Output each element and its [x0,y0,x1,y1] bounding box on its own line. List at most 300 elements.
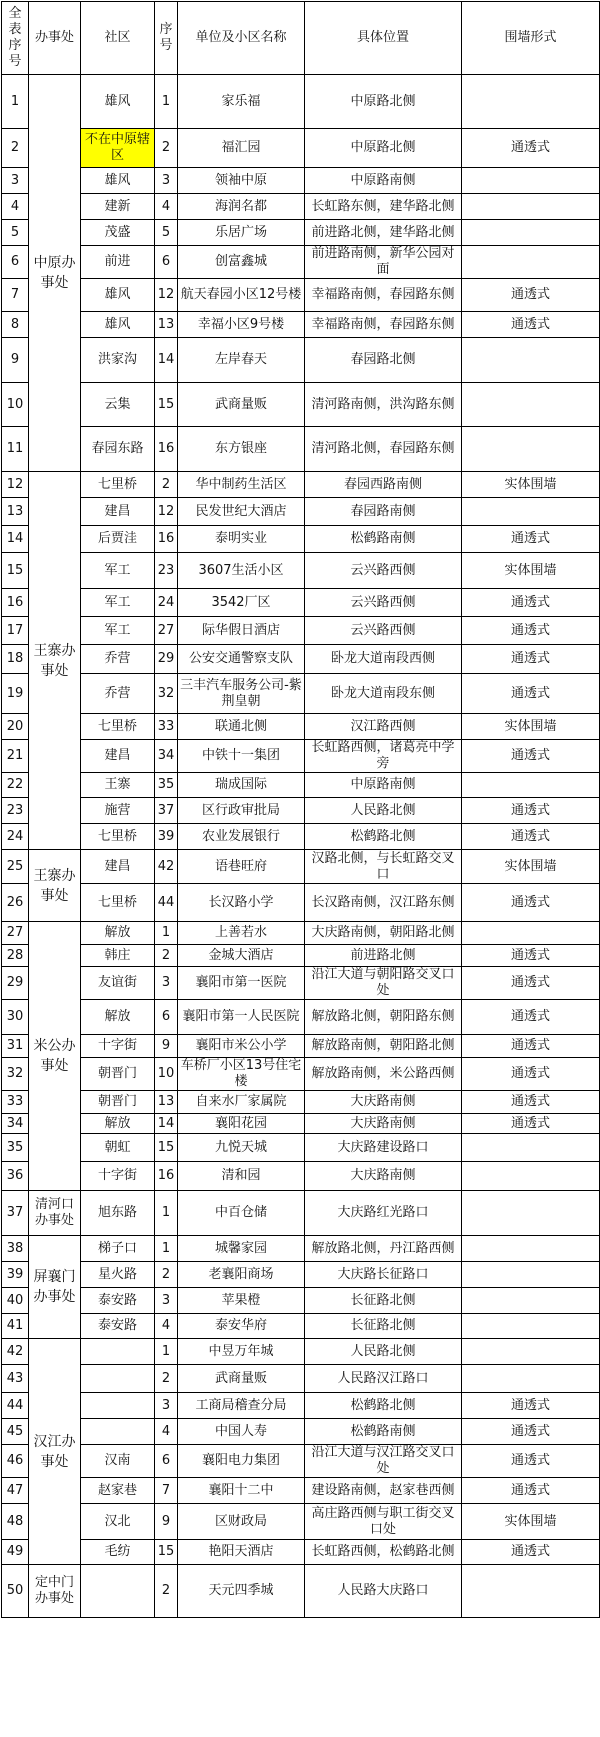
cell-seq: 9 [155,1504,178,1540]
table-row [2,1162,600,1191]
cell-location: 清河路南侧，洪沟路东侧 [305,383,462,427]
cell-seq: 1 [155,1191,178,1236]
cell-office: 中原办事处 [29,75,81,472]
cell-seq: 4 [155,1314,178,1339]
cell-seq: 3 [155,168,178,194]
cell-unit: 自来水厂家属院 [178,1091,305,1114]
table-row [2,338,600,383]
cell-fence: 通透式 [462,645,600,674]
cell-seq: 15 [155,383,178,427]
table-row [2,740,600,773]
cell-community: 军工 [81,617,155,645]
header-office: 办事处 [29,2,81,75]
cell-fence: 实体围墙 [462,1504,600,1540]
cell-fence: 通透式 [462,674,600,714]
cell-unit: 语巷旺府 [178,850,305,884]
cell-unit: 乐居广场 [178,220,305,246]
cell-fence: 实体围墙 [462,472,600,498]
cell-unit: 九悦天城 [178,1134,305,1162]
cell-community [81,1419,155,1445]
cell-full-index: 4 [2,194,29,220]
cell-seq: 35 [155,773,178,798]
cell-fence: 通透式 [462,312,600,338]
table-row [2,1114,600,1134]
cell-full-index: 2 [2,129,29,168]
cell-seq: 23 [155,553,178,589]
cell-unit: 中铁十一集团 [178,740,305,773]
cell-seq: 27 [155,617,178,645]
cell-unit: 瑞成国际 [178,773,305,798]
cell-full-index: 27 [2,922,29,945]
cell-fence: 通透式 [462,1540,600,1565]
cell-seq: 2 [155,472,178,498]
cell-full-index: 18 [2,645,29,674]
header-seq: 序号 [155,2,178,75]
cell-seq: 24 [155,589,178,617]
cell-community: 军工 [81,553,155,589]
table-row [2,1000,600,1035]
cell-community: 朝晋门 [81,1058,155,1091]
cell-seq: 39 [155,824,178,850]
cell-full-index: 46 [2,1445,29,1478]
table-row [2,1504,600,1540]
cell-seq: 32 [155,674,178,714]
cell-unit: 金城大酒店 [178,945,305,967]
table-row [2,526,600,553]
cell-community: 雄风 [81,312,155,338]
cell-seq: 1 [155,1339,178,1365]
table-row [2,1314,600,1339]
cell-unit: 武商量贩 [178,1365,305,1393]
cell-unit: 农业发展银行 [178,824,305,850]
table-row [2,194,600,220]
cell-fence: 通透式 [462,824,600,850]
cell-seq: 37 [155,798,178,824]
cell-unit: 襄阳电力集团 [178,1445,305,1478]
cell-seq: 4 [155,1419,178,1445]
cell-fence: 通透式 [462,589,600,617]
cell-full-index: 3 [2,168,29,194]
cell-fence: 通透式 [462,945,600,967]
cell-seq: 14 [155,338,178,383]
cell-fence: 通透式 [462,967,600,1000]
table-row [2,246,600,279]
cell-fence [462,220,600,246]
cell-location: 幸福路南侧，春园路东侧 [305,279,462,312]
cell-seq: 2 [155,1565,178,1618]
table-row [2,1288,600,1314]
cell-unit: 左岸春天 [178,338,305,383]
cell-full-index: 39 [2,1262,29,1288]
cell-fence: 通透式 [462,279,600,312]
cell-location: 解放路北侧，朝阳路东侧 [305,1000,462,1035]
cell-unit: 幸福小区9号楼 [178,312,305,338]
cell-full-index: 5 [2,220,29,246]
cell-community: 十字街 [81,1162,155,1191]
cell-fence [462,1339,600,1365]
cell-location: 长虹路西侧，诸葛亮中学旁 [305,740,462,773]
cell-unit: 3607生活小区 [178,553,305,589]
cell-community: 七里桥 [81,884,155,922]
cell-seq: 13 [155,1091,178,1114]
cell-seq: 2 [155,129,178,168]
table-row [2,1058,600,1091]
cell-location: 松鹤路南侧 [305,526,462,553]
cell-community [81,1393,155,1419]
cell-full-index: 23 [2,798,29,824]
cell-seq: 12 [155,498,178,526]
cell-unit: 襄阳市第一人民医院 [178,1000,305,1035]
cell-location: 卧龙大道南段东侧 [305,674,462,714]
cell-community: 王寨 [81,773,155,798]
cell-full-index: 38 [2,1236,29,1262]
cell-location: 中原路南侧 [305,773,462,798]
cell-community: 解放 [81,922,155,945]
cell-community: 七里桥 [81,472,155,498]
cell-community: 后贾洼 [81,526,155,553]
cell-community: 汉北 [81,1504,155,1540]
cell-community [81,1339,155,1365]
cell-fence [462,1134,600,1162]
cell-unit: 天元四季城 [178,1565,305,1618]
cell-full-index: 1 [2,75,29,129]
cell-fence: 通透式 [462,798,600,824]
cell-office: 屏襄门办事处 [29,1236,81,1339]
cell-full-index: 40 [2,1288,29,1314]
cell-full-index: 20 [2,714,29,740]
cell-fence: 通透式 [462,1478,600,1504]
cell-location: 云兴路西侧 [305,617,462,645]
cell-unit: 上善若水 [178,922,305,945]
header-location: 具体位置 [305,2,462,75]
table-row [2,773,600,798]
cell-full-index: 21 [2,740,29,773]
cell-fence: 通透式 [462,1035,600,1058]
cell-full-index: 49 [2,1540,29,1565]
cell-office: 王寨办事处 [29,472,81,850]
cell-fence [462,1262,600,1288]
cell-seq: 29 [155,645,178,674]
cell-community: 建新 [81,194,155,220]
cell-community: 毛纺 [81,1540,155,1565]
cell-seq: 5 [155,220,178,246]
cell-fence [462,498,600,526]
cell-full-index: 29 [2,967,29,1000]
cell-location: 长征路北侧 [305,1288,462,1314]
table-row [2,967,600,1000]
cell-unit: 长汉路小学 [178,884,305,922]
table-row [2,129,600,168]
cell-fence: 通透式 [462,740,600,773]
cell-location: 人民路大庆路口 [305,1565,462,1618]
cell-location: 云兴路西侧 [305,589,462,617]
table-row [2,824,600,850]
cell-full-index: 8 [2,312,29,338]
header-full-index: 全表序号 [2,2,29,75]
cell-office: 王寨办事处 [29,850,81,922]
table-row [2,589,600,617]
cell-fence [462,922,600,945]
cell-unit: 车桥厂小区13号住宅楼 [178,1058,305,1091]
table-row [2,1478,600,1504]
cell-location: 大庆路建设路口 [305,1134,462,1162]
cell-unit: 公安交通警察支队 [178,645,305,674]
cell-full-index: 13 [2,498,29,526]
table-row [2,427,600,472]
cell-community: 前进 [81,246,155,279]
cell-unit: 区行政审批局 [178,798,305,824]
cell-full-index: 17 [2,617,29,645]
cell-fence: 实体围墙 [462,553,600,589]
cell-fence: 通透式 [462,1393,600,1419]
cell-full-index: 12 [2,472,29,498]
table-row [2,1134,600,1162]
cell-location: 解放路北侧，丹江路西侧 [305,1236,462,1262]
cell-fence: 通透式 [462,129,600,168]
cell-community: 茂盛 [81,220,155,246]
cell-location: 汉路北侧，与长虹路交叉口 [305,850,462,884]
cell-location: 大庆路长征路口 [305,1262,462,1288]
cell-full-index: 14 [2,526,29,553]
cell-unit: 襄阳花园 [178,1114,305,1134]
table-row [2,168,600,194]
cell-community: 旭东路 [81,1191,155,1236]
cell-unit: 海润名都 [178,194,305,220]
cell-full-index: 45 [2,1419,29,1445]
cell-community: 建昌 [81,498,155,526]
cell-community: 雄风 [81,75,155,129]
cell-full-index: 11 [2,427,29,472]
cell-seq: 6 [155,1445,178,1478]
cell-unit: 三丰汽车服务公司-紫荆皇朝 [178,674,305,714]
table-row [2,553,600,589]
table-row [2,1035,600,1058]
table-row [2,1091,600,1114]
cell-location: 长虹路东侧，建华路北侧 [305,194,462,220]
cell-location: 春园路南侧 [305,498,462,526]
cell-seq: 3 [155,967,178,1000]
cell-community: 洪家沟 [81,338,155,383]
cell-seq: 16 [155,1162,178,1191]
cell-community: 友谊街 [81,967,155,1000]
cell-community: 不在中原辖区 [81,129,155,168]
cell-unit: 家乐福 [178,75,305,129]
cell-seq: 1 [155,75,178,129]
cell-full-index: 42 [2,1339,29,1365]
cell-fence [462,383,600,427]
cell-office: 定中门办事处 [29,1565,81,1618]
table-row [2,220,600,246]
table-row [2,312,600,338]
cell-fence: 通透式 [462,526,600,553]
cell-full-index: 50 [2,1565,29,1618]
table-row [2,1365,600,1393]
cell-fence: 实体围墙 [462,850,600,884]
cell-seq: 9 [155,1035,178,1058]
cell-fence: 通透式 [462,1445,600,1478]
cell-unit: 泰明实业 [178,526,305,553]
cell-seq: 7 [155,1478,178,1504]
cell-fence: 通透式 [462,1419,600,1445]
cell-fence [462,75,600,129]
cell-community: 赵家巷 [81,1478,155,1504]
cell-full-index: 22 [2,773,29,798]
cell-location: 长虹路西侧，松鹤路北侧 [305,1540,462,1565]
table-row [2,1445,600,1478]
cell-location: 前进路北侧，建华路北侧 [305,220,462,246]
cell-location: 解放路南侧，朝阳路北侧 [305,1035,462,1058]
cell-unit: 襄阳市米公小学 [178,1035,305,1058]
cell-unit: 航天春园小区12号楼 [178,279,305,312]
cell-office: 清河口办事处 [29,1191,81,1236]
cell-full-index: 30 [2,1000,29,1035]
header-row [2,2,600,75]
cell-location: 解放路南侧，米公路西侧 [305,1058,462,1091]
cell-full-index: 48 [2,1504,29,1540]
table-row [2,75,600,129]
cell-location: 大庆路南侧 [305,1162,462,1191]
cell-fence [462,1365,600,1393]
cell-seq: 4 [155,194,178,220]
cell-fence [462,338,600,383]
cell-full-index: 26 [2,884,29,922]
cell-fence [462,1288,600,1314]
cell-seq: 44 [155,884,178,922]
cell-unit: 中国人寿 [178,1419,305,1445]
cell-location: 大庆路南侧，朝阳路北侧 [305,922,462,945]
table-body [2,75,600,1618]
cell-community: 朝晋门 [81,1091,155,1114]
cell-unit: 城馨家园 [178,1236,305,1262]
cell-unit: 武商量贩 [178,383,305,427]
cell-community: 朝虹 [81,1134,155,1162]
table-row [2,884,600,922]
cell-seq: 3 [155,1288,178,1314]
cell-office: 汉江办事处 [29,1339,81,1565]
table-row [2,279,600,312]
cell-location: 卧龙大道南段西侧 [305,645,462,674]
table-row [2,798,600,824]
cell-location: 前进路南侧，新华公园对面 [305,246,462,279]
cell-community: 七里桥 [81,714,155,740]
cell-unit: 际华假日酒店 [178,617,305,645]
cell-community: 施营 [81,798,155,824]
table-row [2,945,600,967]
cell-full-index: 7 [2,279,29,312]
cell-unit: 华中制药生活区 [178,472,305,498]
cell-community: 十字街 [81,1035,155,1058]
cell-location: 松鹤路北侧 [305,824,462,850]
cell-seq: 3 [155,1393,178,1419]
cell-location: 长征路北侧 [305,1314,462,1339]
cell-unit: 福汇园 [178,129,305,168]
table-row [2,714,600,740]
cell-unit: 工商局稽查分局 [178,1393,305,1419]
table-row [2,1191,600,1236]
fence-table-sheet [1,1,599,1736]
cell-community: 军工 [81,589,155,617]
cell-community: 泰安路 [81,1288,155,1314]
cell-community: 梯子口 [81,1236,155,1262]
cell-seq: 2 [155,1262,178,1288]
cell-full-index: 16 [2,589,29,617]
cell-seq: 15 [155,1134,178,1162]
cell-fence: 通透式 [462,1091,600,1114]
cell-seq: 10 [155,1058,178,1091]
cell-community: 云集 [81,383,155,427]
cell-fence: 实体围墙 [462,714,600,740]
cell-full-index: 10 [2,383,29,427]
cell-location: 中原路北侧 [305,129,462,168]
table-row [2,1262,600,1288]
cell-full-index: 25 [2,850,29,884]
cell-community: 建昌 [81,740,155,773]
cell-community: 乔营 [81,645,155,674]
cell-location: 高庄路西侧与职工街交叉口处 [305,1504,462,1540]
cell-full-index: 44 [2,1393,29,1419]
cell-fence [462,246,600,279]
table-row [2,1236,600,1262]
cell-location: 人民路北侧 [305,798,462,824]
cell-full-index: 43 [2,1365,29,1393]
cell-unit: 襄阳市第一医院 [178,967,305,1000]
cell-seq: 2 [155,1365,178,1393]
cell-community: 韩庄 [81,945,155,967]
cell-community: 春园东路 [81,427,155,472]
cell-fence: 通透式 [462,1000,600,1035]
cell-unit: 泰安华府 [178,1314,305,1339]
cell-seq: 34 [155,740,178,773]
cell-full-index: 41 [2,1314,29,1339]
cell-location: 中原路南侧 [305,168,462,194]
cell-location: 松鹤路北侧 [305,1393,462,1419]
cell-unit: 区财政局 [178,1504,305,1540]
cell-location: 清河路北侧，春园路东侧 [305,427,462,472]
cell-unit: 创富鑫城 [178,246,305,279]
cell-fence [462,1236,600,1262]
cell-location: 春园西路南侧 [305,472,462,498]
cell-fence: 通透式 [462,884,600,922]
table-row [2,1339,600,1365]
cell-seq: 16 [155,427,178,472]
cell-location: 人民路北侧 [305,1339,462,1365]
cell-unit: 苹果橙 [178,1288,305,1314]
cell-community [81,1365,155,1393]
cell-full-index: 47 [2,1478,29,1504]
table-row [2,617,600,645]
table-row [2,1565,600,1618]
table-row [2,674,600,714]
cell-community: 泰安路 [81,1314,155,1339]
cell-unit: 民发世纪大酒店 [178,498,305,526]
cell-seq: 1 [155,922,178,945]
cell-seq: 12 [155,279,178,312]
cell-full-index: 9 [2,338,29,383]
cell-full-index: 15 [2,553,29,589]
table-row [2,850,600,884]
cell-unit: 中百仓储 [178,1191,305,1236]
table-row [2,1393,600,1419]
cell-fence [462,168,600,194]
cell-full-index: 34 [2,1114,29,1134]
cell-fence [462,1565,600,1618]
cell-community: 汉南 [81,1445,155,1478]
cell-location: 大庆路南侧 [305,1091,462,1114]
cell-location: 长汉路南侧，汉江路东侧 [305,884,462,922]
header-unit: 单位及小区名称 [178,2,305,75]
cell-unit: 东方银座 [178,427,305,472]
cell-fence [462,773,600,798]
